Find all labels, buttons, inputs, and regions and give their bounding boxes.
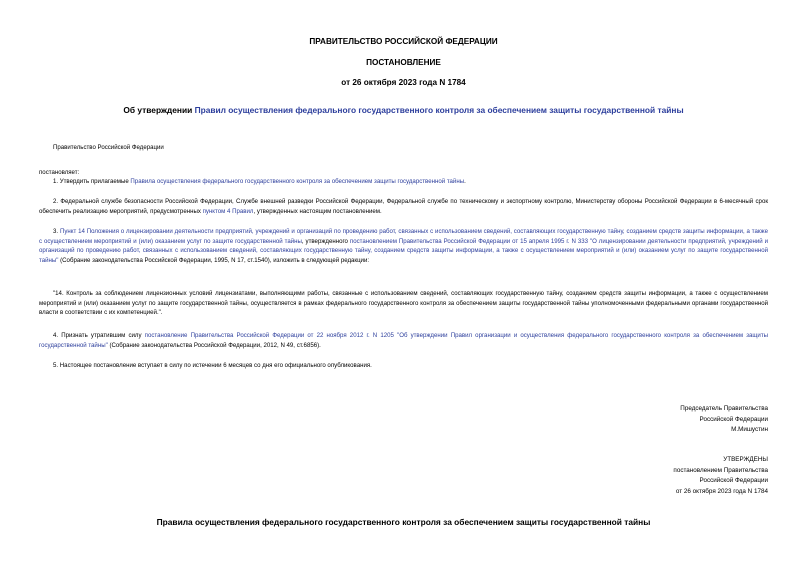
paragraph-4 — [39, 331, 768, 350]
paragraph-1 — [39, 177, 768, 187]
resolves-line: постановляет: — [39, 169, 80, 176]
paragraph-4-link-resolution-1205[interactable]: постановление Правительства Российской Федерации от 22 ноября 2012 г. N 1205 "Об утверждении Правил организации и осуществления федерального государственного контроля за обеспечением защиты государственной тайны" — [39, 332, 768, 349]
rules-title: Правила осуществления федерального государственного контроля за обеспечением защиты государственной тайны — [156, 517, 651, 527]
paragraph-4-text: 4. Признать утратившим силу — [53, 332, 145, 339]
approval-block — [673, 455, 768, 497]
approval-country: Российской Федерации — [699, 477, 768, 484]
paragraph-5: 5. Настоящее постановление вступает в силу по истечении 6 месяцев со дня его официального опубликования. — [53, 362, 372, 369]
paragraph-1-link-rules[interactable]: Правила осуществления федерального государственного контроля за обеспечением защиты государственной тайны — [130, 178, 465, 185]
document-type-heading: ПОСТАНОВЛЕНИЕ — [366, 58, 441, 67]
paragraph-3-link-item14[interactable]: Пункт 14 Положения о лицензировании деятельности предприятий, учреждений и организаций по проведению работ, связанных с использованием сведений, составляющих государственную тайну, созданием средств защиты информации, а также с осуществлением мероприятий и (или) оказанием услуг по защите государственной тайны — [39, 228, 769, 245]
signature-country: Российской Федерации — [699, 415, 768, 423]
approval-heading: УТВЕРЖДЕНЫ — [723, 456, 768, 463]
government-line: Правительство Российской Федерации — [53, 144, 164, 151]
paragraph-2-end: , утвержденных настоящим постановлением. — [253, 207, 382, 215]
paragraph-2-text: 2. Федеральной службе безопасности Российской Федерации, Службе внешней разведки Российской Федерации, Федеральной службе по техническому и экспортному контролю, Министерству обороны Российской Федерации в 6-месячный срок обеспечить реализацию мероприятий, предусмотренных — [39, 198, 768, 215]
paragraph-1-end: . — [464, 178, 466, 185]
paragraph-3-link-resolution-333[interactable]: постановлением Правительства Российской Федерации от 15 апреля 1995 г. N 333 "О лицензировании деятельности предприятий, учреждений и организаций по проведению работ, связанных с использованием сведений, составляющих государственную тайну, созданием средств защиты информации, а также с осуществлением мероприятий и (или) оказанием услуг по защите государственной тайны" — [39, 237, 769, 264]
title-link-rules[interactable]: Правил осуществления федерального государственного контроля за обеспечением защиты государственной тайны — [194, 105, 684, 115]
paragraph-4-end: (Собрание законодательства Российской Федерации, 2012, N 49, ст.6856). — [107, 341, 321, 349]
paragraph-3-mid: , утвержденного — [301, 237, 350, 245]
signature-title: Председатель Правительства — [680, 405, 768, 412]
paragraph-3-end: (Собрание законодательства Российской Федерации, 1995, N 17, ст.1540), изложить в следующей редакции: — [58, 256, 370, 264]
paragraph-1-text: 1. Утвердить прилагаемые — [53, 178, 131, 185]
quoted-item-14: "14. Контроль за соблюдением лицензионных условий лицензиатами, выполняющими работы, связанные с использованием сведений, составляющих государственную тайну, созданием средств защиты информации, а также с осуществлением мероприятий и (или) оказанием услуг по защите государственной тайны, осуществляется в рамках федерального государственного контроля за обеспечением защиты государственной тайны уполномоченными федеральными органами государственной власти в соответствии с их компетенцией.". — [39, 290, 768, 316]
title-prefix: Об утверждении — [123, 105, 195, 115]
document-title — [0, 104, 807, 116]
signature-block — [680, 404, 768, 436]
government-heading: ПРАВИТЕЛЬСТВО РОССИЙСКОЙ ФЕДЕРАЦИИ — [309, 37, 498, 46]
paragraph-3 — [39, 227, 768, 265]
document-date-number: от 26 октября 2023 года N 1784 — [341, 78, 466, 87]
approval-date: от 26 октября 2023 года N 1784 — [675, 487, 768, 495]
paragraph-3-number: 3. — [53, 228, 60, 235]
paragraph-2 — [39, 197, 768, 216]
paragraph-2-link-item4[interactable]: пунктом 4 Правил — [202, 207, 254, 215]
signature-name: М.Мишустин — [731, 426, 768, 433]
approval-by: постановлением Правительства — [673, 466, 768, 474]
